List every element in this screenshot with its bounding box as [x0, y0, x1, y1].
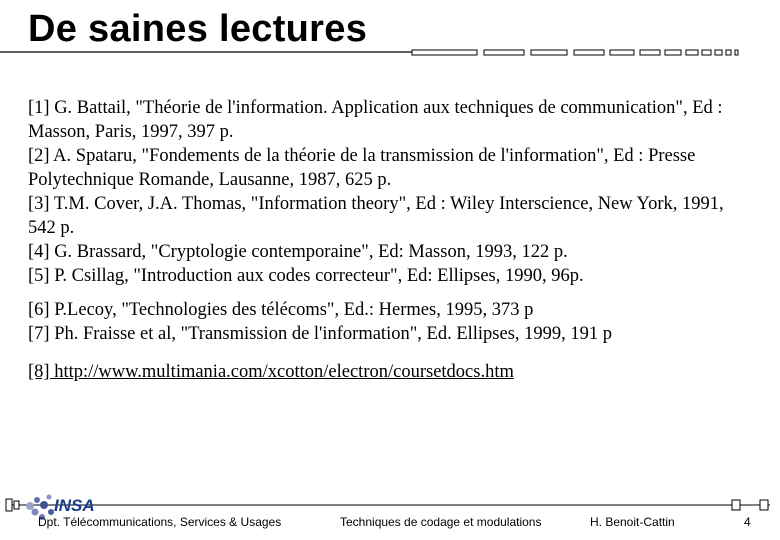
- reference-item: [2] A. Spataru, "Fondements de la théorie de la transmission de l'information", Ed : Presse Polytechnique Romande, Lausanne, 1987, 625 p.: [28, 146, 696, 190]
- reference-list: [28, 96, 728, 384]
- logo-text: INSA: [54, 496, 95, 515]
- footer-department: Dpt. Télécommunications, Services & Usages: [38, 515, 282, 529]
- footer-author: H. Benoit-Cattin: [590, 515, 675, 529]
- reference-item: [7] Ph. Fraisse et al, "Transmission de l'information", Ed. Ellipses, 1999, 191 p: [28, 324, 613, 344]
- reference-item-link: [28, 360, 728, 384]
- footer-divider: [0, 488, 780, 518]
- reference-item: [4] G. Brassard, "Cryptologie contemporaine", Ed: Masson, 1993, 122 p.: [28, 242, 568, 262]
- page-number: 4: [744, 515, 751, 529]
- title-divider: [0, 44, 780, 64]
- reference-item: [1] G. Battail, "Théorie de l'information. Application aux techniques de communication", Ed : Masson, Paris, 1997, 397 p.: [28, 98, 723, 142]
- reference-item: [3] T.M. Cover, J.A. Thomas, "Information theory", Ed : Wiley Interscience, New York, 1991, 542 p.: [28, 194, 724, 238]
- footer-course: Techniques de codage et modulations: [340, 515, 542, 529]
- reference-item: [6] P.Lecoy, "Technologies des télécoms", Ed.: Hermes, 1995, 373 p: [28, 300, 534, 320]
- slide-title: De saines lectures: [28, 8, 368, 50]
- reference-item: [5] P. Csillag, "Introduction aux codes correcteur", Ed: Ellipses, 1990, 96p.: [28, 266, 584, 286]
- reference-link[interactable]: [8] http://www.multimania.com/xcotton/electron/coursetdocs.htm: [28, 362, 514, 382]
